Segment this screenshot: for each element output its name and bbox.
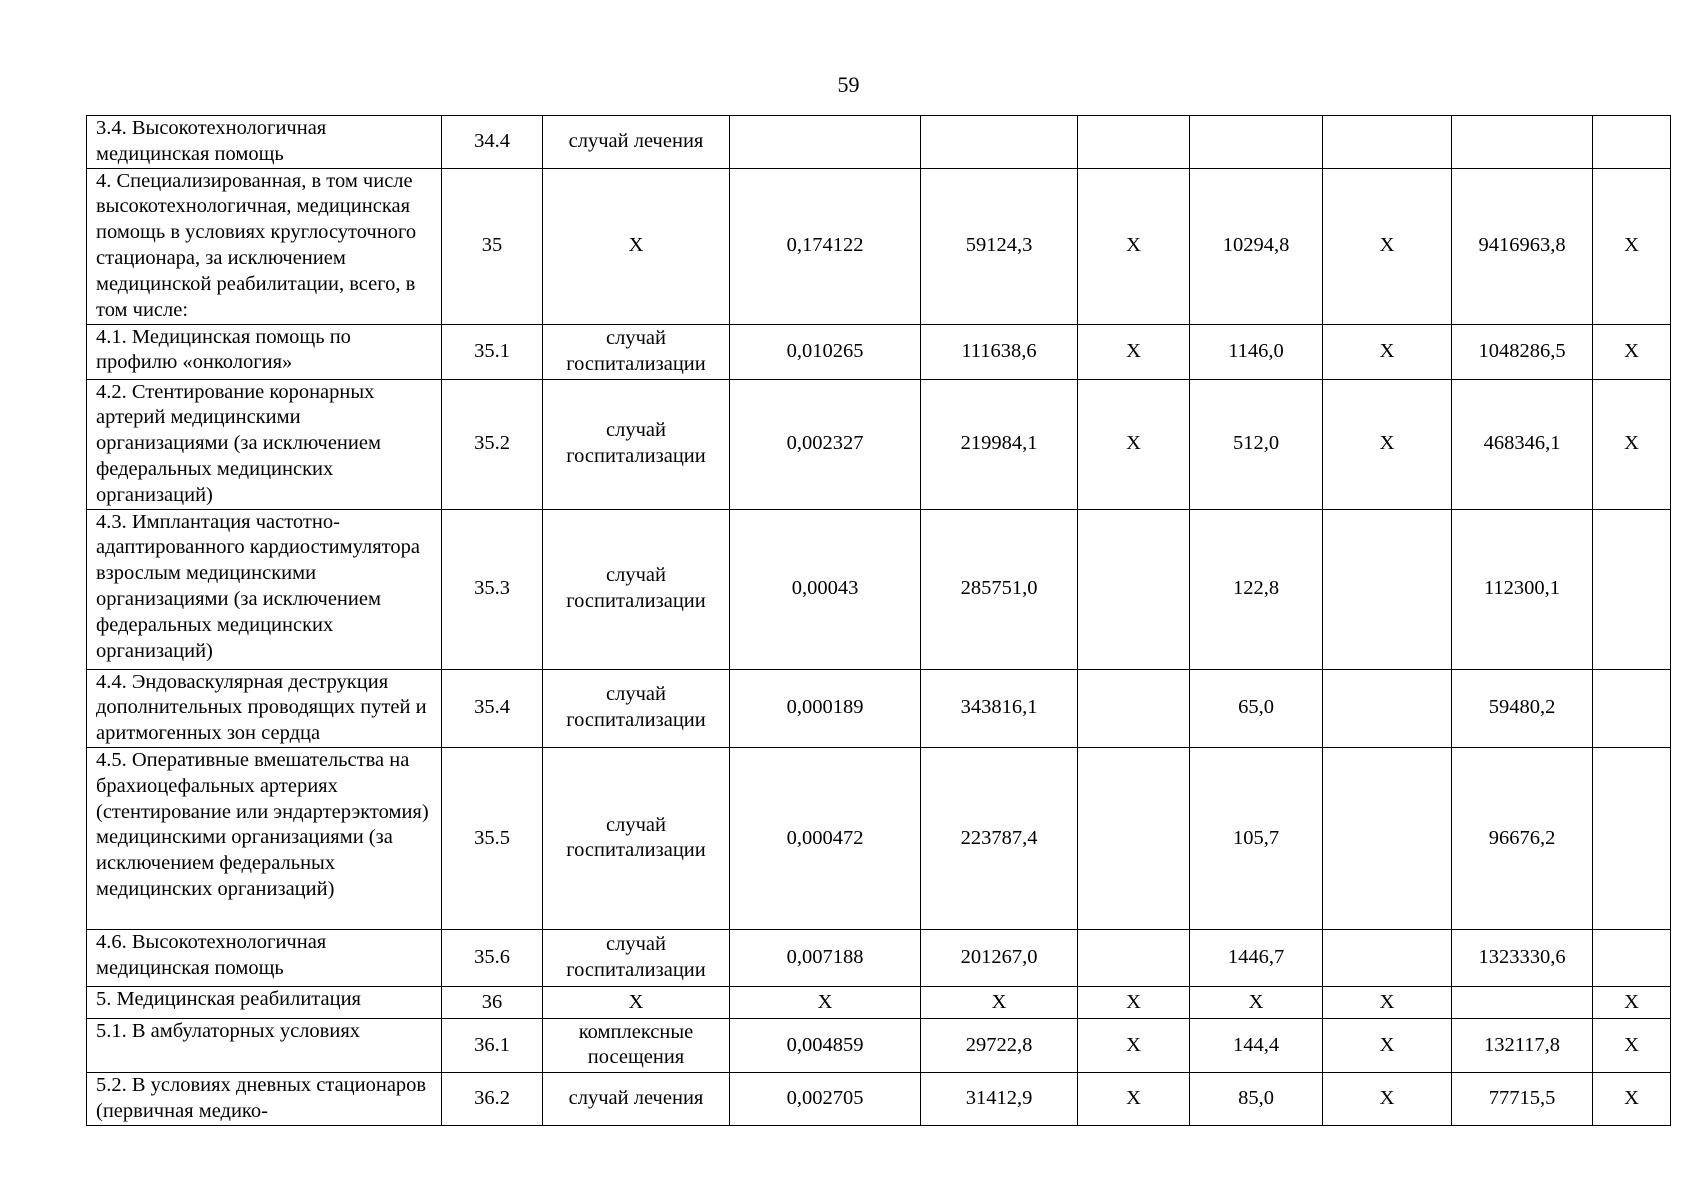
row-unit: случай госпитализации [543, 509, 730, 669]
row-value-6: 77715,5 [1452, 1072, 1593, 1125]
row-value-5 [1323, 116, 1452, 169]
row-value-4: 105,7 [1190, 747, 1323, 929]
page-number: 59 [837, 72, 860, 97]
row-value-1: 0,004859 [730, 1018, 921, 1072]
row-name: 5.1. В амбулаторных условиях [87, 1018, 442, 1072]
row-value-2 [921, 116, 1078, 169]
row-value-1: 0,00043 [730, 509, 921, 669]
row-value-4: X [1190, 986, 1323, 1018]
row-code: 36.1 [442, 1018, 543, 1072]
table-row [87, 747, 1671, 929]
row-value-7: X [1593, 379, 1671, 509]
row-unit: случай госпитализации [543, 324, 730, 379]
row-value-2: 31412,9 [921, 1072, 1078, 1125]
row-name: 4.4. Эндоваскулярная деструкция дополнительных проводящих путей и аритмогенных зон сердца [87, 669, 442, 747]
row-unit: случай госпитализации [543, 747, 730, 929]
row-name: 4.3. Имплантация частотно-адаптированного кардиостимулятора взрослым медицинскими организациями (за исключением федеральных медицинских организаций) [87, 509, 442, 669]
row-code: 35.2 [442, 379, 543, 509]
row-value-3: X [1078, 1072, 1190, 1125]
table-row [87, 116, 1671, 169]
row-value-2: 223787,4 [921, 747, 1078, 929]
row-value-1: 0,010265 [730, 324, 921, 379]
row-value-7 [1593, 116, 1671, 169]
row-value-6 [1452, 986, 1593, 1018]
row-value-4: 85,0 [1190, 1072, 1323, 1125]
row-value-5: X [1323, 986, 1452, 1018]
row-value-4: 144,4 [1190, 1018, 1323, 1072]
table-row [87, 379, 1671, 509]
row-value-3: X [1078, 1018, 1190, 1072]
row-value-7 [1593, 669, 1671, 747]
row-value-6: 9416963,8 [1452, 168, 1593, 324]
row-code: 35.3 [442, 509, 543, 669]
row-value-3 [1078, 669, 1190, 747]
table-row [87, 168, 1671, 324]
row-value-5: X [1323, 379, 1452, 509]
row-value-6: 132117,8 [1452, 1018, 1593, 1072]
row-code: 35 [442, 168, 543, 324]
row-value-2: 219984,1 [921, 379, 1078, 509]
row-value-1 [730, 116, 921, 169]
row-value-5 [1323, 509, 1452, 669]
row-value-2: 29722,8 [921, 1018, 1078, 1072]
row-value-6: 1323330,6 [1452, 929, 1593, 986]
row-value-7: X [1593, 324, 1671, 379]
table-row [87, 1018, 1671, 1072]
row-value-4: 1446,7 [1190, 929, 1323, 986]
row-value-7: X [1593, 1072, 1671, 1125]
row-value-6: 96676,2 [1452, 747, 1593, 929]
row-value-4: 1146,0 [1190, 324, 1323, 379]
row-value-4: 122,8 [1190, 509, 1323, 669]
row-value-7: X [1593, 986, 1671, 1018]
table-row [87, 509, 1671, 669]
row-value-1: 0,000472 [730, 747, 921, 929]
row-value-7 [1593, 747, 1671, 929]
table-row [87, 669, 1671, 747]
table-row [87, 324, 1671, 379]
row-value-6 [1452, 116, 1593, 169]
row-value-5: X [1323, 324, 1452, 379]
row-value-1: 0,000189 [730, 669, 921, 747]
row-value-7 [1593, 509, 1671, 669]
row-value-4: 65,0 [1190, 669, 1323, 747]
row-name: 4. Специализированная, в том числе высокотехнологичная, медицинская помощь в условиях круглосуточного стационара, за исключением медицинской реабилитации, всего, в том числе: [87, 168, 442, 324]
row-value-5: X [1323, 1018, 1452, 1072]
row-value-2: 111638,6 [921, 324, 1078, 379]
row-value-7 [1593, 929, 1671, 986]
row-unit: X [543, 986, 730, 1018]
row-value-3 [1078, 116, 1190, 169]
row-name: 4.1. Медицинская помощь по профилю «онкология» [87, 324, 442, 379]
table-row [87, 986, 1671, 1018]
row-code: 34.4 [442, 116, 543, 169]
row-value-2: 59124,3 [921, 168, 1078, 324]
table-row [87, 929, 1671, 986]
row-code: 35.5 [442, 747, 543, 929]
row-code: 35.1 [442, 324, 543, 379]
row-name: 4.5. Оперативные вмешательства на брахиоцефальных артериях (стентирование или эндартерэктомия) медицинскими организациями (за исключением федеральных медицинских организаций) [87, 747, 442, 929]
row-value-3: X [1078, 168, 1190, 324]
row-value-4 [1190, 116, 1323, 169]
row-value-2: 285751,0 [921, 509, 1078, 669]
row-value-1: 0,002327 [730, 379, 921, 509]
row-value-5 [1323, 929, 1452, 986]
row-code: 36.2 [442, 1072, 543, 1125]
row-value-5: X [1323, 1072, 1452, 1125]
row-value-4: 512,0 [1190, 379, 1323, 509]
row-name: 5. Медицинская реабилитация [87, 986, 442, 1018]
row-value-7: X [1593, 168, 1671, 324]
row-name: 4.2. Стентирование коронарных артерий медицинскими организациями (за исключением федеральных медицинских организаций) [87, 379, 442, 509]
row-unit: комплексные посещения [543, 1018, 730, 1072]
row-value-3: X [1078, 324, 1190, 379]
row-unit: случай лечения [543, 116, 730, 169]
row-code: 35.6 [442, 929, 543, 986]
row-unit: случай госпитализации [543, 929, 730, 986]
row-value-5: X [1323, 168, 1452, 324]
data-table [86, 115, 1671, 1126]
row-value-1: 0,002705 [730, 1072, 921, 1125]
row-value-3 [1078, 747, 1190, 929]
row-value-5 [1323, 669, 1452, 747]
row-value-5 [1323, 747, 1452, 929]
row-value-6: 468346,1 [1452, 379, 1593, 509]
row-value-3: X [1078, 986, 1190, 1018]
row-unit: случай госпитализации [543, 669, 730, 747]
row-value-6: 1048286,5 [1452, 324, 1593, 379]
row-unit: случай госпитализации [543, 379, 730, 509]
row-unit: X [543, 168, 730, 324]
row-value-6: 59480,2 [1452, 669, 1593, 747]
row-name: 4.6. Высокотехнологичная медицинская помощь [87, 929, 442, 986]
row-value-2: X [921, 986, 1078, 1018]
row-code: 36 [442, 986, 543, 1018]
row-value-2: 343816,1 [921, 669, 1078, 747]
row-value-1: 0,174122 [730, 168, 921, 324]
row-name: 5.2. В условиях дневных стационаров (первичная медико- [87, 1072, 442, 1125]
row-value-1: 0,007188 [730, 929, 921, 986]
row-value-3: X [1078, 379, 1190, 509]
row-code: 35.4 [442, 669, 543, 747]
table-row [87, 1072, 1671, 1125]
row-value-3 [1078, 509, 1190, 669]
row-value-7: X [1593, 1018, 1671, 1072]
row-unit: случай лечения [543, 1072, 730, 1125]
row-value-1: X [730, 986, 921, 1018]
row-value-4: 10294,8 [1190, 168, 1323, 324]
row-value-6: 112300,1 [1452, 509, 1593, 669]
row-value-3 [1078, 929, 1190, 986]
row-name: 3.4. Высокотехнологичная медицинская помощь [87, 116, 442, 169]
row-value-2: 201267,0 [921, 929, 1078, 986]
